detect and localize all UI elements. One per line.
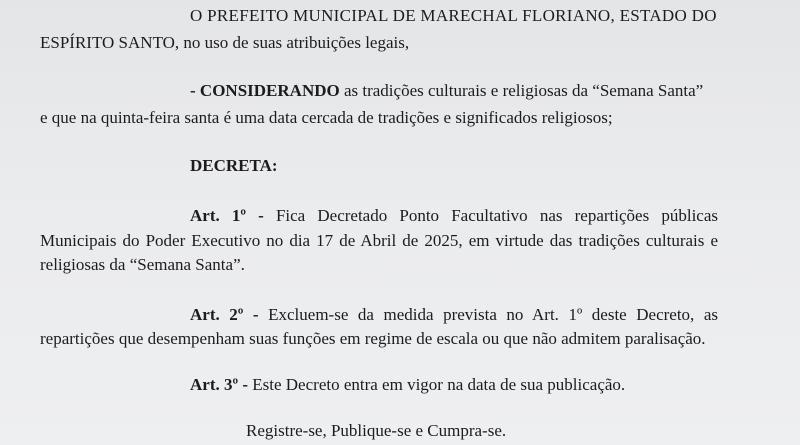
decreta-heading [190, 154, 278, 178]
considerando-line-1 [190, 79, 703, 103]
art3-label: Art. 3º - [190, 375, 249, 394]
considerando-prefix: - [190, 81, 200, 100]
considerando-keyword: CONSIDERANDO [199, 81, 340, 100]
considerando-line-2: e que na quinta-feira santa é uma data cercada de tradições e significados religiosos; [40, 108, 613, 127]
art1-text: Fica Decretado Ponto Facultativo nas repartições públicas [263, 206, 718, 225]
intro-line-2: ESPÍRITO SANTO, no uso de suas atribuições legais, [40, 33, 410, 52]
intro-line-1: O PREFEITO MUNICIPAL DE MARECHAL FLORIANO, ESTADO DO [190, 6, 717, 25]
art1-line-1 [40, 204, 718, 228]
art2-line-1 [40, 303, 718, 327]
closing-line: Registre-se, Publique-se e Cumpra-se. [246, 421, 507, 440]
art3-text: Este Decreto entra em vigor na data de sua publicação. [248, 375, 626, 394]
art2-line-2: repartições que desempenham suas funções em regime de escala ou que não admitem paralisação. [40, 329, 706, 348]
art3-line [190, 373, 625, 397]
decreta-label: DECRETA: [190, 156, 278, 175]
art2-text: Excluem-se da medida prevista no Art. 1º deste Decreto, as [258, 305, 718, 324]
art1-line-3: religiosas da “Semana Santa”. [40, 255, 245, 274]
art1-label: Art. 1º - [190, 206, 264, 225]
art2-label: Art. 2º - [190, 305, 259, 324]
art1-line-2: Municipais do Poder Executivo no dia 17 de Abril de 2025, em virtude das tradições culturais e [40, 231, 718, 250]
considerando-text: as tradições culturais e religiosas da “Semana Santa” [339, 81, 704, 100]
